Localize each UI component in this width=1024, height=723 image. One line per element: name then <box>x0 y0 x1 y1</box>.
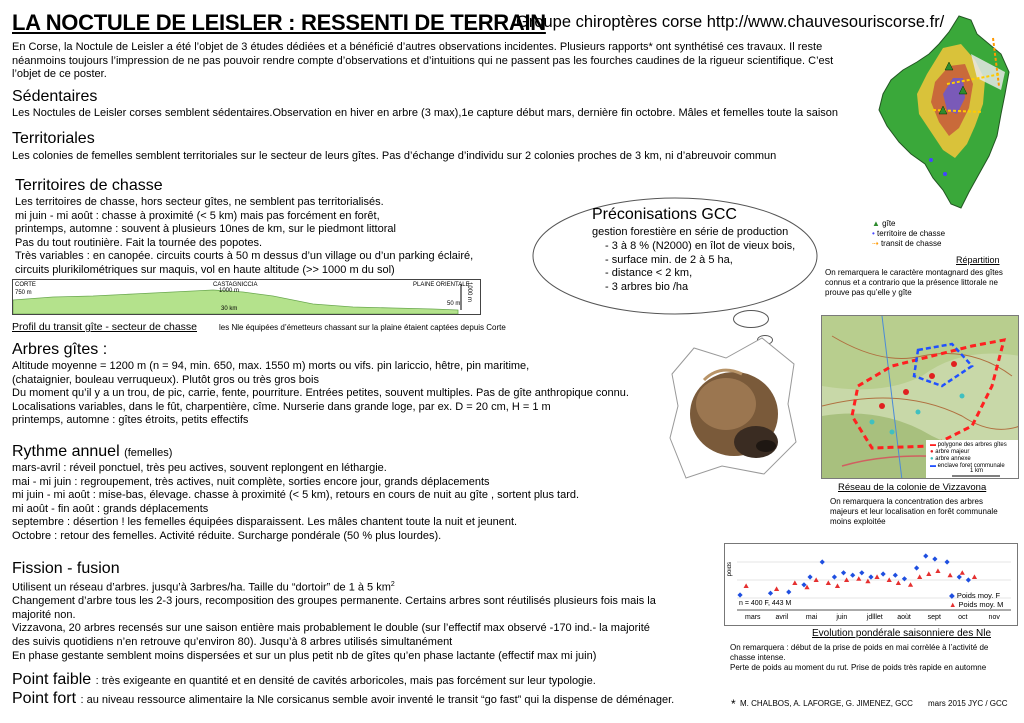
vizz-legend-item <box>930 456 1007 463</box>
rythme-line: mai - mi juin : regroupement, très actives, nuit complète, sorties encore jour, grands déplacements <box>12 475 490 488</box>
precon-heading: Préconisations GCC <box>592 206 737 223</box>
fission-line: des suivis quotidiens n’en retrouve qu’environ 80). Jusqu’à 8 arbres utilisés simultanément <box>12 636 453 649</box>
text-fission <box>12 578 656 663</box>
point-faible <box>12 671 596 689</box>
intro-line: néanmoins toujours l’impression de ne pas pouvoir rendre compte d’observations et d’intuitions qui ne passent pas les fourches caudines de la rigueur scientifique. C’est <box>12 54 834 67</box>
data-point-f <box>737 592 742 597</box>
data-point-f <box>957 574 962 579</box>
rythme-line: Octobre : retour des femelles. Activité réduite. Surcharge pondérale (50 % plus lourdes). <box>12 529 442 542</box>
legend-f-label: Poids moy. F <box>956 591 1001 600</box>
footer-authors: M. CHALBOS, A. LAFORGE, G. JIMENEZ, GCC <box>740 699 913 708</box>
data-point-f <box>966 577 971 582</box>
group-header: Groupe chiroptères corse http://www.chauvesouriscorse.fr/ <box>516 13 945 31</box>
month-tick-label: nov <box>988 614 1000 621</box>
chasse-line: Pas du tout routinière. Fait la tournée des popotes. <box>15 236 263 249</box>
data-point-m <box>935 568 940 573</box>
data-point-m <box>926 571 931 576</box>
weight-chart-svg <box>725 544 1017 625</box>
vizzavona-line: majeurs et leur localisation en forêt communale <box>830 507 998 516</box>
intro-text <box>12 41 862 82</box>
heading-rythme: Rythme annuel <box>12 443 120 460</box>
chasse-line: circuits plurikilométriques sur maquis, vol en haute altitude (>> 1000 m du sol) <box>15 263 395 276</box>
data-point-f <box>923 553 928 558</box>
legend-label: gîte <box>882 219 896 228</box>
vizzavona-map <box>821 315 1019 479</box>
text-arbres <box>12 360 629 428</box>
data-point-f <box>801 582 806 587</box>
heading-arbres: Arbres gîtes : <box>12 341 108 358</box>
vizzavona-text <box>830 497 998 527</box>
fission-line-1: Utilisent un réseau d’arbres. jusqu’à 3arbres/ha. Taille du “dortoir” de 1 à 5 km <box>12 581 391 594</box>
profile-alt-750: 750 m <box>15 290 32 296</box>
data-point-m <box>896 580 901 585</box>
month-tick-label: oct <box>958 614 968 621</box>
repartition-caption: Répartition <box>956 255 1000 265</box>
data-point-m <box>774 586 779 591</box>
month-tick-label: jdlllet <box>866 614 883 621</box>
arbres-line: printemps, automne : gîtes étroits, petits effectifs <box>12 414 249 427</box>
arbres-line: Du moment qu’il y a un trou, de pic, carrie, fente, pourriture. Entrées petites, souvent multiples. Pas de gîte anthropique connu. <box>12 387 629 400</box>
vizz-legend-item <box>930 442 1007 449</box>
rythme-line: mi août - fin août : grands déplacements <box>12 502 209 515</box>
dash-icon: ▬ <box>930 442 936 448</box>
legend-item-territoire <box>872 229 945 239</box>
legend-label: territoire de chasse <box>877 229 946 238</box>
footer-date: mars 2015 JYC / GCC <box>928 699 1008 708</box>
profile-dist-30: 30 km <box>221 306 238 312</box>
data-point-m <box>826 580 831 585</box>
data-point-m <box>948 573 953 578</box>
repartition-legend <box>872 219 945 249</box>
dash-icon: ▬ <box>930 463 936 469</box>
text-chasse <box>15 196 473 278</box>
profile-note: les Nle équipées d’émetteurs chassant sur la plaine étaient captées depuis Corte <box>219 323 506 332</box>
vizz-legend-item <box>930 463 1007 470</box>
precon-sub: gestion forestière en série de production <box>592 226 789 238</box>
data-point-m <box>856 576 861 581</box>
data-point-f <box>850 573 855 578</box>
data-point-m <box>744 583 749 588</box>
data-point-f <box>902 576 907 581</box>
heading-rythme-group <box>12 443 172 461</box>
weight-ylabel: poids <box>727 562 733 577</box>
data-point-f <box>914 565 919 570</box>
vizz-legend-label: enclave foret communale <box>937 463 1005 469</box>
profile-alt-1000: 1000 m <box>219 288 240 294</box>
heading-fission: Fission - fusion <box>12 560 120 577</box>
vizzavona-caption: Réseau de la colonie de Vizzavona <box>838 482 987 493</box>
weight-line: Perte de poids au moment du rut. Prise de poids très rapide en automne <box>730 663 987 672</box>
data-point-f <box>807 574 812 579</box>
vizzavona-line: moins exploitée <box>830 517 886 526</box>
month-tick-label: juin <box>836 614 848 621</box>
fission-line: Changement d’arbre tous les 2-3 jours, recomposition des groupes permanente. Certains arbres sont réutilisés plusieurs fois mais la <box>12 595 656 608</box>
legend-f <box>949 591 1000 600</box>
precon-list <box>605 240 795 294</box>
vizz-legend-item <box>930 449 1007 456</box>
data-point-f <box>944 559 949 564</box>
dot-icon: ● <box>930 449 934 455</box>
vizz-legend-label: polygone des arbres gîtes <box>937 442 1007 448</box>
fission-line: En phase gestante semblent moins dispersées et sur un plus petit nb de gîtes qu’en phase lactante (effectif max mi juin) <box>12 649 597 662</box>
arrow-icon: ⇢ <box>872 239 879 248</box>
data-point-m <box>835 583 840 588</box>
heading-territoriales: Territoriales <box>12 130 95 147</box>
point-faible-heading: Point faible <box>12 671 92 688</box>
vizz-scale: 1 km <box>970 468 984 474</box>
data-point-f <box>859 570 864 575</box>
heading-rythme-note: (femelles) <box>124 447 173 459</box>
month-tick-label: mars <box>745 614 761 621</box>
profile-label-corte: CORTE <box>15 282 36 288</box>
rythme-line: septembre : désertion ! les femelles équipées disparaissent. Les mâles chantent toute la nuit et jeunent. <box>12 516 518 529</box>
precon-item: - 3 arbres bio /ha <box>605 280 689 293</box>
vizzavona-line: On remarquera la concentration des arbres <box>830 497 983 506</box>
chasse-line: printemps, automne : souvent à plusieurs 10nes de km, sur le piedmont littoral <box>15 223 396 236</box>
data-point-m <box>865 579 870 584</box>
chasse-line: Les territoires de chasse, hors secteur gîtes, ne semblent pas territorialisés. <box>15 196 384 208</box>
poster-title: LA NOCTULE DE LEISLER : RESSENTI DE TERRAIN <box>12 10 546 35</box>
triangle-icon: ▲ <box>872 219 880 228</box>
repartition-line: On remarquera le caractère montagnard des gîtes <box>825 268 1003 277</box>
diamond-icon: ◆ <box>949 591 955 600</box>
point-fort-text: : au niveau ressource alimentaire la Nle corsicanus semble avoir inventé le transit “go fast” qui la dispense de déménager. <box>80 694 675 706</box>
bat-illustration <box>664 334 798 480</box>
data-point-m <box>972 574 977 579</box>
legend-item-transit <box>872 239 945 249</box>
bat-photo <box>664 334 798 480</box>
data-point-f <box>841 570 846 575</box>
triangle-icon: ▲ <box>949 600 957 609</box>
weight-chart <box>724 543 1018 626</box>
fission-sup: 2 <box>390 581 395 588</box>
preconisations-cloud <box>530 192 820 324</box>
data-point-f <box>768 591 773 596</box>
vizz-legend-label: arbre majeur <box>935 449 970 455</box>
month-tick-label: mai <box>805 614 818 621</box>
fission-line: majorité non. <box>12 608 76 621</box>
text-territoriales: Les colonies de femelles semblent territoriales sur le secteur de leurs gîtes. Pas d’échange d’individu sur 2 colonies proches de 3 km, ni d’abreuvoir commun <box>12 150 777 162</box>
vizz-legend <box>930 442 1007 470</box>
repartition-line: connus et a contrario que la présence littorale ne <box>825 278 998 287</box>
legend-item-gite <box>872 219 945 229</box>
data-point-f <box>893 573 898 578</box>
corsica-map <box>873 14 1019 212</box>
weight-n-note: n = 400 F, 443 M <box>739 600 792 607</box>
month-tick-label: sept <box>927 614 941 621</box>
point-fort-heading: Point fort <box>12 690 77 707</box>
precon-item: - distance < 2 km, <box>605 267 693 280</box>
arbres-line: (chataignier, bouleau verruqueux). Plutôt gros ou très gros bois <box>12 373 319 386</box>
month-tick-label: avril <box>775 614 789 621</box>
precon-item: - 3 à 8 % (N2000) en îlot de vieux bois, <box>605 240 796 252</box>
intro-line: En Corse, la Noctule de Leisler a été l’objet de 3 études dédiées et a bénéficié d’autres observations incidentes. Plusieurs rapports* ont synthétisé ces travaux. Il reste <box>12 41 823 53</box>
chasse-line: Très variables : en canopée. circuits courts à 50 m dessus d’un village ou d’un parking éclairé, <box>15 250 474 263</box>
data-point-m <box>874 574 879 579</box>
heading-chasse: Territoires de chasse <box>15 177 163 194</box>
point-faible-text: : très exigeante en quantité et en densité de cavités arboricoles, mais pas forcément sur leur typologie. <box>95 675 596 687</box>
footer-star: * <box>731 697 736 711</box>
repartition-text <box>825 268 1003 298</box>
legend-m <box>949 600 1003 609</box>
legend-label: transit de chasse <box>880 239 942 248</box>
data-point-f <box>820 559 825 564</box>
dot-icon: • <box>872 229 875 238</box>
text-rythme <box>12 462 579 544</box>
data-point-f <box>868 574 873 579</box>
chasse-line: mi juin - mi août : chasse à proximité (< 5 km) mais pas forcément en forêt, <box>15 209 380 222</box>
profile-side-scale: 1000 m <box>466 282 472 303</box>
arbres-line: Altitude moyenne = 1200 m (n = 94, min. 650, max. 1550 m) morts ou vifs. pin lariccio, hêtre, pin maritime, <box>12 360 530 372</box>
legend-m-label: Poids moy. M <box>958 600 1004 609</box>
rythme-line: mi juin - mi août : mise-bas, élevage. chasse à proximité (< 5 km), retours en cours de nuit au gîte , sortent plus tard. <box>12 489 580 502</box>
data-point-m <box>960 570 965 575</box>
profile-label-plaine: PLAINE ORIENTALE <box>413 282 470 288</box>
month-tick-label: aoùt <box>897 614 911 621</box>
fission-line: Vizzavona, 20 arbres recensés sur une saison entière mais probablement le double (sur l’effectif max observé -170 ind.- la majorité <box>12 622 650 635</box>
profile-alt-50: 50 m <box>447 301 461 307</box>
precon-item: - surface min. de 2 à 5 ha, <box>605 253 733 266</box>
profile-label-castagniccia: CASTAGNICCIA <box>213 282 258 288</box>
repartition-line: prouve pas qu’elle y gîte <box>825 288 912 297</box>
text-sedentaires: Les Noctules de Leisler corses semblent sédentaires.Observation en hiver en arbre (3 max),1e capture début mars, dernière fin octobre. Mâles et femelles toute la saison <box>12 107 839 119</box>
point-fort <box>12 690 674 708</box>
data-point-m <box>792 580 797 585</box>
arbres-line: Localisations variables, dans le fût, charpentière, cîme. Nurserie dans grande loge, par ex. D = 20 cm, H = 1 m <box>12 400 551 413</box>
fission-line <box>12 578 656 595</box>
weight-line: chasse intense. <box>730 653 786 662</box>
month-axis <box>725 614 1017 624</box>
thought-bubble <box>733 310 769 328</box>
heading-sedentaires: Sédentaires <box>12 88 98 105</box>
vizz-legend-label: arbre annexe <box>935 456 971 462</box>
data-point-f <box>932 556 937 561</box>
data-point-f <box>786 589 791 594</box>
data-point-f <box>832 574 837 579</box>
data-point-m <box>917 574 922 579</box>
transit-profile <box>12 279 481 315</box>
intro-line: l’objet de ce poster. <box>12 68 107 80</box>
weight-caption: Evolution pondérale saisonniere des Nle <box>812 628 992 639</box>
dot-icon: ● <box>930 456 934 462</box>
rythme-line: mars-avril : réveil ponctuel, très peu actives, souvent replongent en léthargie. <box>12 462 387 474</box>
data-point-m <box>908 582 913 587</box>
data-point-f <box>881 571 886 576</box>
corsica-map-graphic <box>873 14 1019 212</box>
profile-caption: Profil du transit gîte - secteur de chasse <box>12 321 198 333</box>
weight-line: On remarquera : début de la prise de poids en mai corrèlée à l’activité de <box>730 643 989 652</box>
weight-text <box>730 643 988 673</box>
